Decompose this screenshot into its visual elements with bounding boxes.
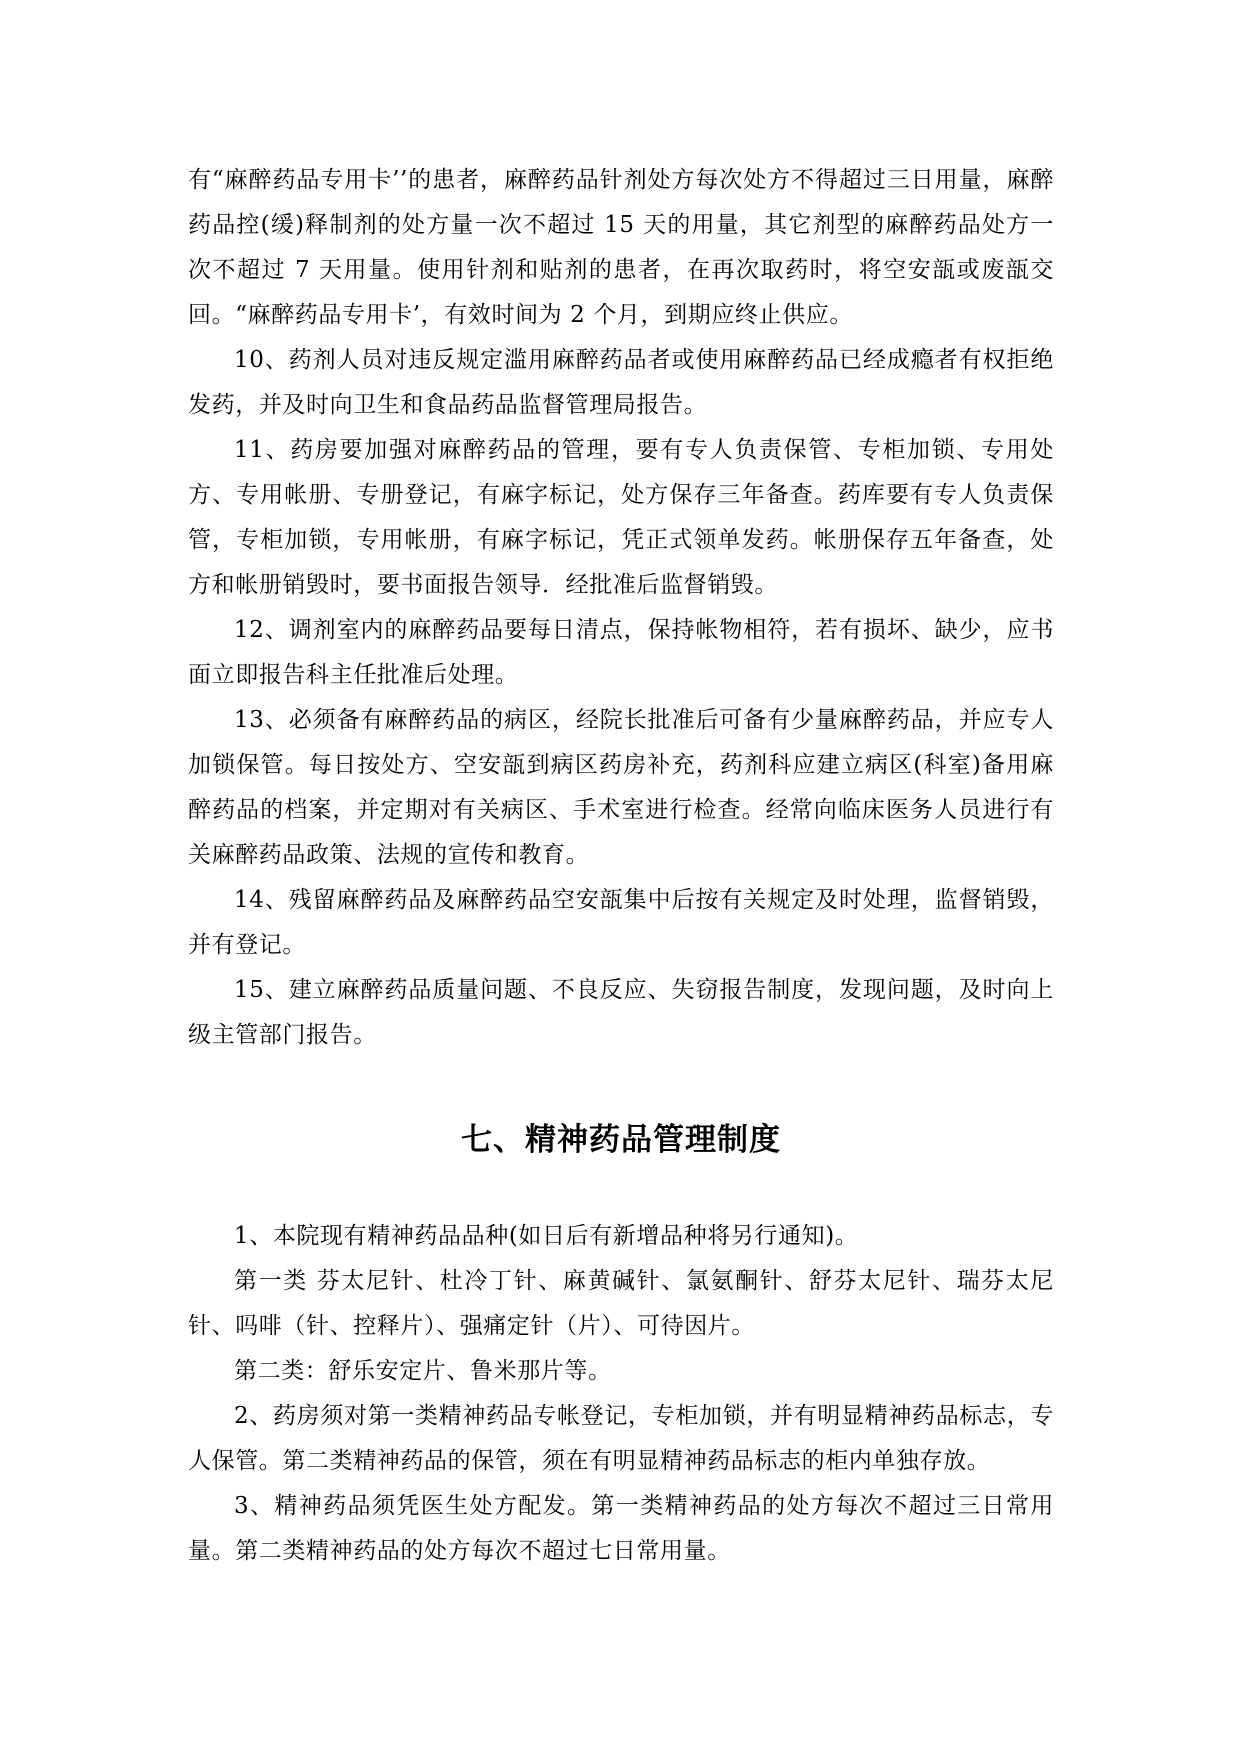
paragraph-item-1: 1、本院现有精神药品品种(如日后有新增品种将另行通知)。: [234, 1223, 859, 1249]
paragraph-item-13: 13、必须备有麻醉药品的病区，经院长批准后可备有少量麻醉药品，并应专人加锁保管。每日按处方、空安瓿到病区药房补充，药剂科应建立病区(科室)备用麻醉药品的档案，并定期对有关病区、手术室进行检查。经常向临床医务人员进行有关麻醉药品政策、法规的宣传和教育。: [188, 707, 1054, 868]
section-title: 七、精神药品管理制度: [461, 1122, 781, 1158]
paragraph-item-11: 11、药房要加强对麻醉药品的管理，要有专人负责保管、专柜加锁、专用处方、专用帐册、专册登记，有麻字标记，处方保存三年备查。药库要有专人负责保管，专柜加锁，专用帐册，有麻字标记，凭正式领单发药。帐册保存五年备查，处方和帐册销毁时，要书面报告领导．经批准后监督销毁。: [188, 437, 1054, 598]
paragraph-item-15: 15、建立麻醉药品质量问题、不良反应、失窃报告制度，发现问题，及时向上级主管部门报告。: [188, 977, 1054, 1048]
paragraph-item-2: 2、药房须对第一类精神药品专帐登记，专柜加锁，并有明显精神药品标志，专人保管。第二类精神药品的保管，须在有明显精神药品标志的柜内单独存放。: [188, 1403, 1054, 1474]
document-body: [188, 158, 1054, 1574]
paragraph-category-2: 第二类：舒乐安定片、鲁米那片等。: [234, 1358, 612, 1384]
paragraph-item-14: 14、残留麻醉药品及麻醉药品空安瓿集中后按有关规定及时处理，监督销毁，并有登记。: [188, 887, 1054, 958]
paragraph-item-10: 10、药剂人员对违反规定滥用麻醉药品者或使用麻醉药品已经成瘾者有权拒绝发药，并及时向卫生和食品药品监督管理局报告。: [188, 347, 1054, 418]
paragraph-item-3: 3、精神药品须凭医生处方配发。第一类精神药品的处方每次不超过三日常用量。第二类精神药品的处方每次不超过七日常用量。: [188, 1493, 1054, 1564]
paragraph-category-1: 第一类 芬太尼针、杜冷丁针、麻黄碱针、氯氨酮针、舒芬太尼针、瑞芬太尼针、吗啡（针、控释片）、强痛定针（片）、可待因片。: [188, 1268, 1054, 1339]
paragraph-item-12: 12、调剂室内的麻醉药品要每日清点，保持帐物相符，若有损坏、缺少，应书面立即报告科主任批准后处理。: [188, 617, 1054, 688]
paragraph-continuation: 有“麻醉药品专用卡’’的患者，麻醉药品针剂处方每次处方不得超过三日用量，麻醉药品控(缓)释制剂的处方量一次不超过 15 天的用量，其它剂型的麻醉药品处方一次不超过 7 天用量。使用针剂和贴剂的患者，在再次取药时，将空安瓿或废瓿交回。“麻醉药品专用卡’，有效时间为 2 个月，到期应终止供应。: [188, 167, 1054, 328]
